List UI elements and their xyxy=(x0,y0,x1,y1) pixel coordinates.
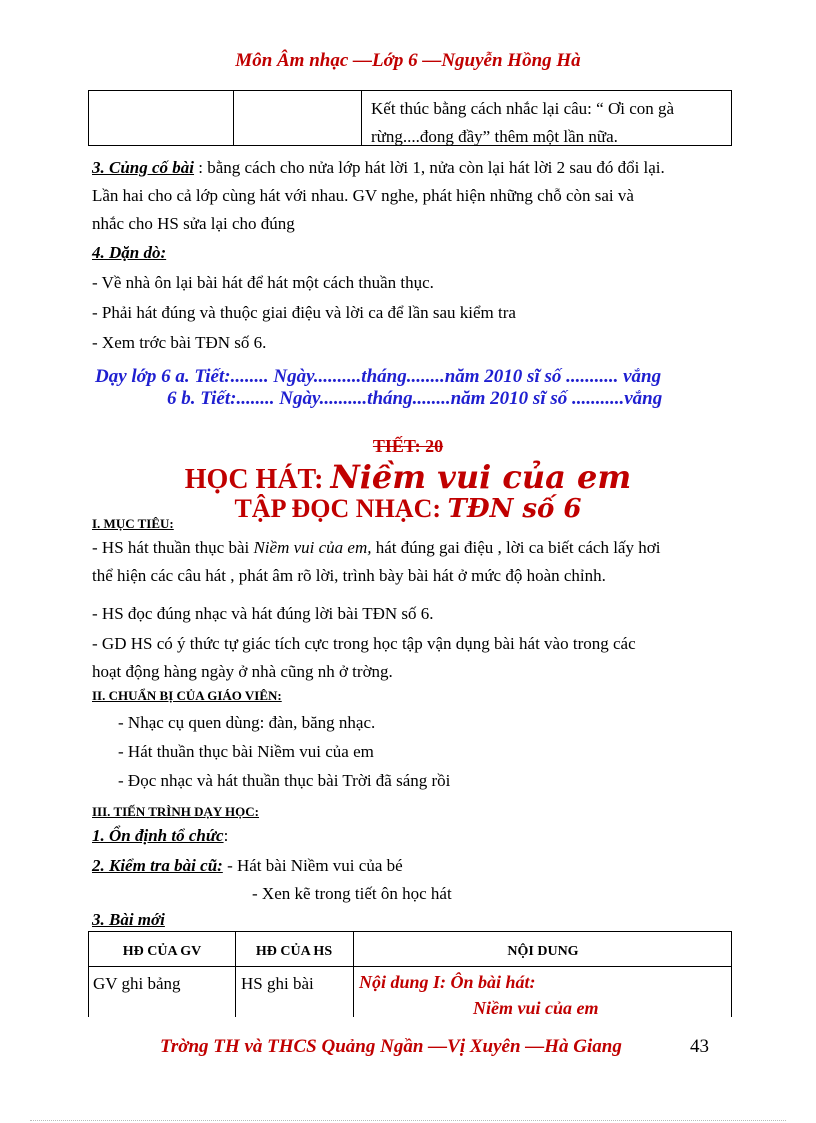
table-content-sub: Niềm vui của em xyxy=(473,998,599,1018)
chuan-bi-item-3: - Đọc nhạc và hát thuần thục bài Trời đã sáng rồi xyxy=(118,771,451,790)
table-header-content: NỘI DUNG xyxy=(507,944,579,959)
top-table-cell-gv xyxy=(89,91,234,145)
muc-tieu-section xyxy=(92,514,722,686)
top-table-cell-content xyxy=(371,95,727,151)
hoc-hat-prefix: HỌC HÁT: xyxy=(184,464,331,495)
dan-do-item-3: - Xem trớc bài TĐN số 6. xyxy=(92,333,267,352)
on-dinh-line xyxy=(92,826,228,846)
chuan-bi-item-1: - Nhạc cụ quen dùng: đàn, băng nhạc. xyxy=(118,713,376,732)
bai-moi-label xyxy=(92,910,165,930)
table-cell-gv: GV ghi bảng xyxy=(93,974,181,993)
table-header-gv: HĐ CỦA GV xyxy=(122,944,202,959)
on-dinh-colon: : xyxy=(223,826,229,845)
kiem-tra-item-2: - Xen kẽ trong tiết ôn học hát xyxy=(252,884,452,903)
bai-moi-text: 3. Bài mới xyxy=(92,910,165,929)
chuan-bi-list xyxy=(118,708,450,795)
on-dinh-label: 1. Ổn định tổ chức xyxy=(92,826,224,845)
schedule-line-1: Dạy lớp 6 a. Tiết:........ Ngày..........tháng........năm 2010 sĩ số ........... vắng xyxy=(95,366,662,387)
kiem-tra-label: 2. Kiểm tra bài cũ: xyxy=(92,856,223,875)
muc-tieu-p3-a: - GD HS có ý thức tự giác tích cực trong học tập vận dụng bài hát vào trong các xyxy=(92,634,636,653)
cung-co-line3: nhắc cho HS sửa lại cho đúng xyxy=(92,214,295,233)
table-header-hs: HĐ CỦA HS xyxy=(255,944,333,959)
dan-do-item-2: - Phải hát đúng và thuộc giai điệu và lời ca để lần sau kiểm tra xyxy=(92,303,516,322)
muc-tieu-p1-a: - HS hát thuần thục bài xyxy=(92,538,254,557)
muc-tieu-p3-b: hoạt động hàng ngày ở nhà cũng nh ở trờng. xyxy=(92,662,393,681)
muc-tieu-p1-c: thể hiện các câu hát , phát âm rõ lời, trình bày bài hát ở mức độ hoàn chỉnh. xyxy=(92,566,606,585)
dan-do-section xyxy=(92,238,722,358)
chuan-bi-item-2: - Hát thuần thục bài Niềm vui của em xyxy=(118,742,374,761)
lesson-table xyxy=(88,931,732,1017)
top-table-cell-hs xyxy=(233,91,362,145)
kiem-tra-item-1: - Hát bài Niềm vui của bé xyxy=(222,856,403,875)
top-table-content-line2: rừng....đong đầy” thêm một lần nữa. xyxy=(371,127,618,146)
tiet-number: TIẾT: 20 xyxy=(372,436,444,456)
kiem-tra-line xyxy=(92,856,403,876)
cung-co-line1: : bằng cách cho nửa lớp hát lời 1, nửa còn lại hát lời 2 sau đó đổi lại. xyxy=(194,158,665,177)
cung-co-section xyxy=(92,154,722,238)
table-header-line xyxy=(89,966,731,967)
top-table-content-line1: Kết thúc bằng cách nhắc lại câu: “ Ơi con gà xyxy=(371,99,675,118)
muc-tieu-p1-b: hát đúng gai điệu , lời ca biết cách lấy hơi xyxy=(371,538,661,557)
tdn-prefix: TẬP ĐỌC NHẠC: xyxy=(234,494,448,523)
dan-do-item-1: - Về nhà ôn lại bài hát để hát một cách thuần thục. xyxy=(92,273,434,292)
top-table xyxy=(88,90,732,146)
muc-tieu-label: I. MỤC TIÊU: xyxy=(92,516,174,531)
dan-do-label: 4. Dặn dò: xyxy=(92,243,167,262)
hoc-hat-title: Niềm vui của em xyxy=(330,458,632,496)
muc-tieu-p1-italic: Niềm vui của em, xyxy=(253,538,372,557)
tdn-title: TĐN số 6 xyxy=(447,494,582,524)
page-bottom-divider xyxy=(30,1120,786,1121)
schedule-line-2: 6 b. Tiết:........ Ngày..........tháng........năm 2010 sĩ số ...........vắng xyxy=(167,388,663,409)
table-content-title: Nội dung I: Ôn bài hát: xyxy=(359,972,536,992)
page-header: Môn Âm nhạc —Lớp 6 —Nguyễn Hồng Hà xyxy=(235,50,581,71)
page-number: 43 xyxy=(690,1036,709,1057)
tien-trinh-label: III. TIẾN TRÌNH DẠY HỌC: xyxy=(92,804,259,819)
hoc-hat-heading xyxy=(0,458,816,496)
table-cell-hs: HS ghi bài xyxy=(241,974,314,993)
cung-co-line2: Lần hai cho cả lớp cùng hát với nhau. GV nghe, phát hiện những chỗ còn sai và xyxy=(92,186,634,205)
page-footer: Trờng TH và THCS Quảng Ngần —Vị Xuyên —Hà Giang xyxy=(160,1036,622,1057)
chuan-bi-label: II. CHUẨN BỊ CỦA GIÁO VIÊN: xyxy=(92,688,282,703)
cung-co-label: 3. Củng cố bài xyxy=(92,158,195,177)
muc-tieu-p2: - HS đọc đúng nhạc và hát đúng lời bài TĐN số 6. xyxy=(92,604,434,623)
